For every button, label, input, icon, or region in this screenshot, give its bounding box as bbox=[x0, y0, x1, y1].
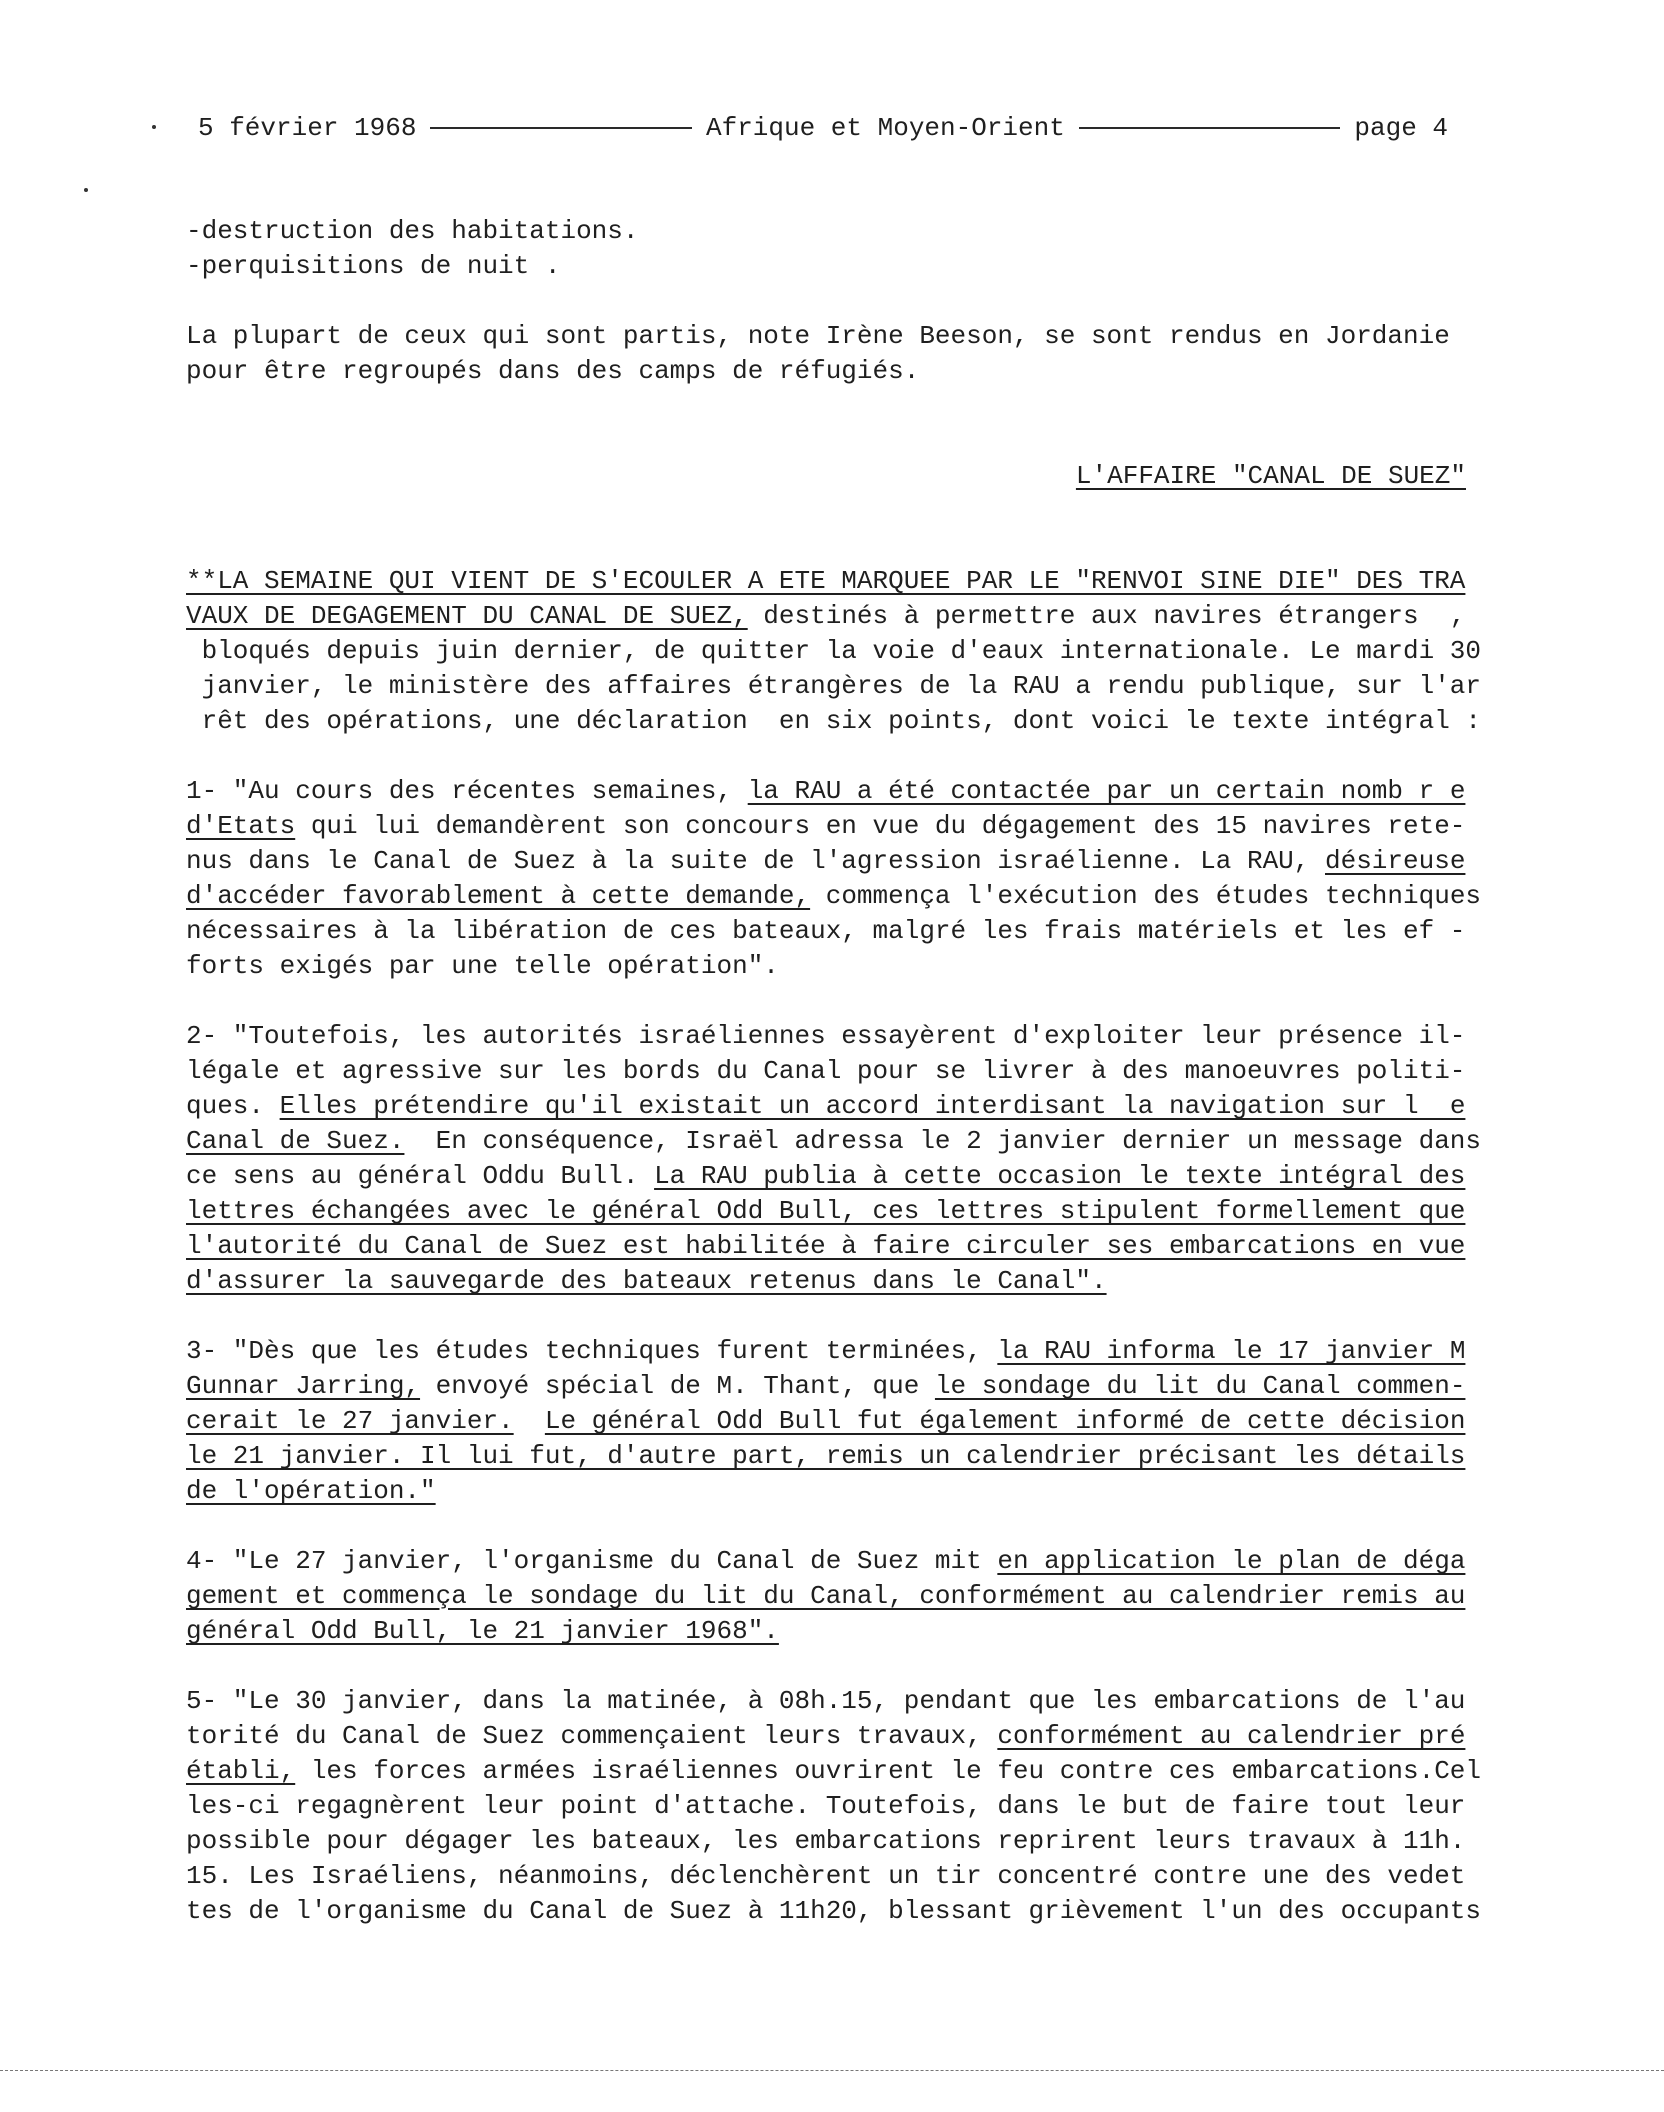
lead-text: destinés à permettre aux navires étrangers , bbox=[747, 601, 1466, 631]
margin-dot bbox=[152, 125, 156, 129]
p1-line: nécessaires à la libération de ces bateaux, malgré les frais matériels et les ef - bbox=[186, 916, 1466, 946]
p2-underlined: l'autorité du Canal de Suez est habilitée à faire circuler ses embarcations en vue bbox=[186, 1231, 1466, 1261]
p2-text: ce sens au général Oddu Bull. bbox=[186, 1161, 655, 1191]
p2-underlined: Elles prétendire qu'il existait un accord interdisant la navigation sur l e bbox=[279, 1091, 1466, 1121]
p2-text: En conséquence, Israël adressa le 2 janvier dernier un message dans bbox=[404, 1126, 1482, 1156]
p5-line: 5- "Le 30 janvier, dans la matinée, à 08h.15, pendant que les embarcations de l'au bbox=[186, 1686, 1466, 1716]
p3-underlined: Gunnar Jarring, bbox=[186, 1371, 421, 1401]
p3-text bbox=[514, 1406, 545, 1436]
p5-text: torité du Canal de Suez commençaient leurs travaux, bbox=[186, 1721, 998, 1751]
p2-underlined: La RAU publia à cette occasion le texte intégral des bbox=[654, 1161, 1466, 1191]
p4-text: 4- "Le 27 janvier, l'organisme du Canal de Suez mit bbox=[186, 1546, 998, 1576]
p1-line bbox=[186, 879, 1486, 914]
refugees-line: La plupart de ceux qui sont partis, note Irène Beeson, se sont rendus en Jordanie bbox=[186, 321, 1450, 351]
p2-underlined: d'assurer la sauvegarde des bateaux retenus dans le Canal". bbox=[186, 1266, 1107, 1296]
p1-text: 1- "Au cours des récentes semaines, bbox=[186, 776, 748, 806]
p1-text: nus dans le Canal de Suez à la suite de l'agression israélienne. La RAU, bbox=[186, 846, 1325, 876]
p3-underlined: le 21 janvier. Il lui fut, d'autre part, remis un calendrier précisant les détails bbox=[186, 1441, 1466, 1471]
p2-line: 2- "Toutefois, les autorités israéliennes essayèrent d'exploiter leur présence il- bbox=[186, 1021, 1466, 1051]
p3-line bbox=[186, 1474, 1486, 1509]
p4-line bbox=[186, 1614, 1486, 1649]
p2-line bbox=[186, 1159, 1486, 1194]
p2-text: ques. bbox=[186, 1091, 280, 1121]
p4-underlined: général Odd Bull, le 21 janvier 1968". bbox=[186, 1616, 779, 1646]
p5-line bbox=[186, 1719, 1486, 1754]
p2-line bbox=[186, 1124, 1486, 1159]
p3-text: envoyé spécial de M. Thant, que bbox=[420, 1371, 935, 1401]
p5-line: les-ci regagnèrent leur point d'attache. Toutefois, dans le but de faire tout leur bbox=[186, 1791, 1466, 1821]
p1-underlined: la RAU a été contactée par un certain nomb r e bbox=[747, 776, 1466, 806]
p4-underlined: en application le plan de déga bbox=[997, 1546, 1466, 1576]
header-page-number: page 4 bbox=[1354, 113, 1449, 143]
section-heading-row bbox=[186, 459, 1486, 494]
section-heading: L'AFFAIRE "CANAL DE SUEZ" bbox=[1075, 461, 1466, 491]
p1-underlined: d'accéder favorablement à cette demande, bbox=[186, 881, 811, 911]
document-body bbox=[186, 214, 1486, 1929]
margin-dot bbox=[84, 188, 88, 192]
p1-text: qui lui demandèrent son concours en vue du dégagement des 15 navires rete- bbox=[295, 811, 1466, 841]
intro-line: -destruction des habitations. bbox=[186, 216, 639, 246]
lead-line: janvier, le ministère des affaires étrangères de la RAU a rendu publique, sur l'ar bbox=[186, 671, 1482, 701]
p1-line bbox=[186, 774, 1486, 809]
p5-line: tes de l'organisme du Canal de Suez à 11h20, blessant grièvement l'un des occupants bbox=[186, 1896, 1482, 1926]
p5-text: les forces armées israéliennes ouvrirent le feu contre ces embarcations.Cel bbox=[295, 1756, 1482, 1786]
lead-line: bloqués depuis juin dernier, de quitter la voie d'eaux internationale. Le mardi 30 bbox=[186, 636, 1482, 666]
p5-line: 15. Les Israéliens, néanmoins, déclenchèrent un tir concentré contre une des vedet bbox=[186, 1861, 1466, 1891]
p3-line bbox=[186, 1439, 1486, 1474]
lead-line bbox=[186, 564, 1486, 599]
p1-text: commença l'exécution des études techniques bbox=[810, 881, 1482, 911]
p4-line bbox=[186, 1579, 1486, 1614]
page-header bbox=[198, 108, 1448, 148]
p3-underlined: cerait le 27 janvier. bbox=[186, 1406, 514, 1436]
header-section: Afrique et Moyen-Orient bbox=[705, 113, 1065, 143]
p3-line bbox=[186, 1369, 1486, 1404]
p3-underlined: le sondage du lit du Canal commen- bbox=[934, 1371, 1466, 1401]
p2-underlined: lettres échangées avec le général Odd Bull, ces lettres stipulent formellement que bbox=[186, 1196, 1466, 1226]
p1-line: forts exigés par une telle opération". bbox=[186, 951, 779, 981]
p2-underlined: Canal de Suez. bbox=[186, 1126, 405, 1156]
p2-line bbox=[186, 1264, 1486, 1299]
intro-line: -perquisitions de nuit . bbox=[186, 251, 561, 281]
p1-line bbox=[186, 809, 1486, 844]
p3-underlined: la RAU informa le 17 janvier M bbox=[997, 1336, 1466, 1366]
p2-line: légale et agressive sur les bords du Canal pour se livrer à des manoeuvres politi- bbox=[186, 1056, 1466, 1086]
p5-underlined: conformément au calendrier pré bbox=[997, 1721, 1466, 1751]
p1-underlined: désireuse bbox=[1325, 846, 1466, 876]
p2-line bbox=[186, 1089, 1486, 1124]
p2-line bbox=[186, 1194, 1486, 1229]
p2-line bbox=[186, 1229, 1486, 1264]
p5-line bbox=[186, 1754, 1486, 1789]
p1-line bbox=[186, 844, 1486, 879]
p5-line: possible pour dégager les bateaux, les embarcations reprirent leurs travaux à 11h. bbox=[186, 1826, 1466, 1856]
page-bottom-edge bbox=[0, 2070, 1664, 2071]
p1-underlined: d'Etats bbox=[186, 811, 296, 841]
lead-line bbox=[186, 599, 1486, 634]
lead-text: **LA SEMAINE QUI VIENT DE S'ECOULER A ETE MARQUEE PAR LE "RENVOI SINE DIE" DES TRA bbox=[186, 566, 1466, 596]
p3-line bbox=[186, 1404, 1486, 1439]
header-date: 5 février 1968 bbox=[198, 113, 417, 143]
header-dash bbox=[430, 127, 692, 129]
p3-underlined: de l'opération." bbox=[186, 1476, 436, 1506]
p3-line bbox=[186, 1334, 1486, 1369]
p3-underlined: Le général Odd Bull fut également informé de cette décision bbox=[544, 1406, 1466, 1436]
header-dash bbox=[1079, 127, 1341, 129]
lead-line: rêt des opérations, une déclaration en six points, dont voici le texte intégral : bbox=[186, 706, 1482, 736]
p4-underlined: gement et commença le sondage du lit du Canal, conformément au calendrier remis au bbox=[186, 1581, 1466, 1611]
refugees-line: pour être regroupés dans des camps de réfugiés. bbox=[186, 356, 920, 386]
lead-underlined: VAUX DE DEGAGEMENT DU CANAL DE SUEZ, bbox=[186, 601, 748, 631]
p4-line bbox=[186, 1544, 1486, 1579]
p3-text: 3- "Dès que les études techniques furent terminées, bbox=[186, 1336, 998, 1366]
p5-underlined: établi, bbox=[186, 1756, 296, 1786]
